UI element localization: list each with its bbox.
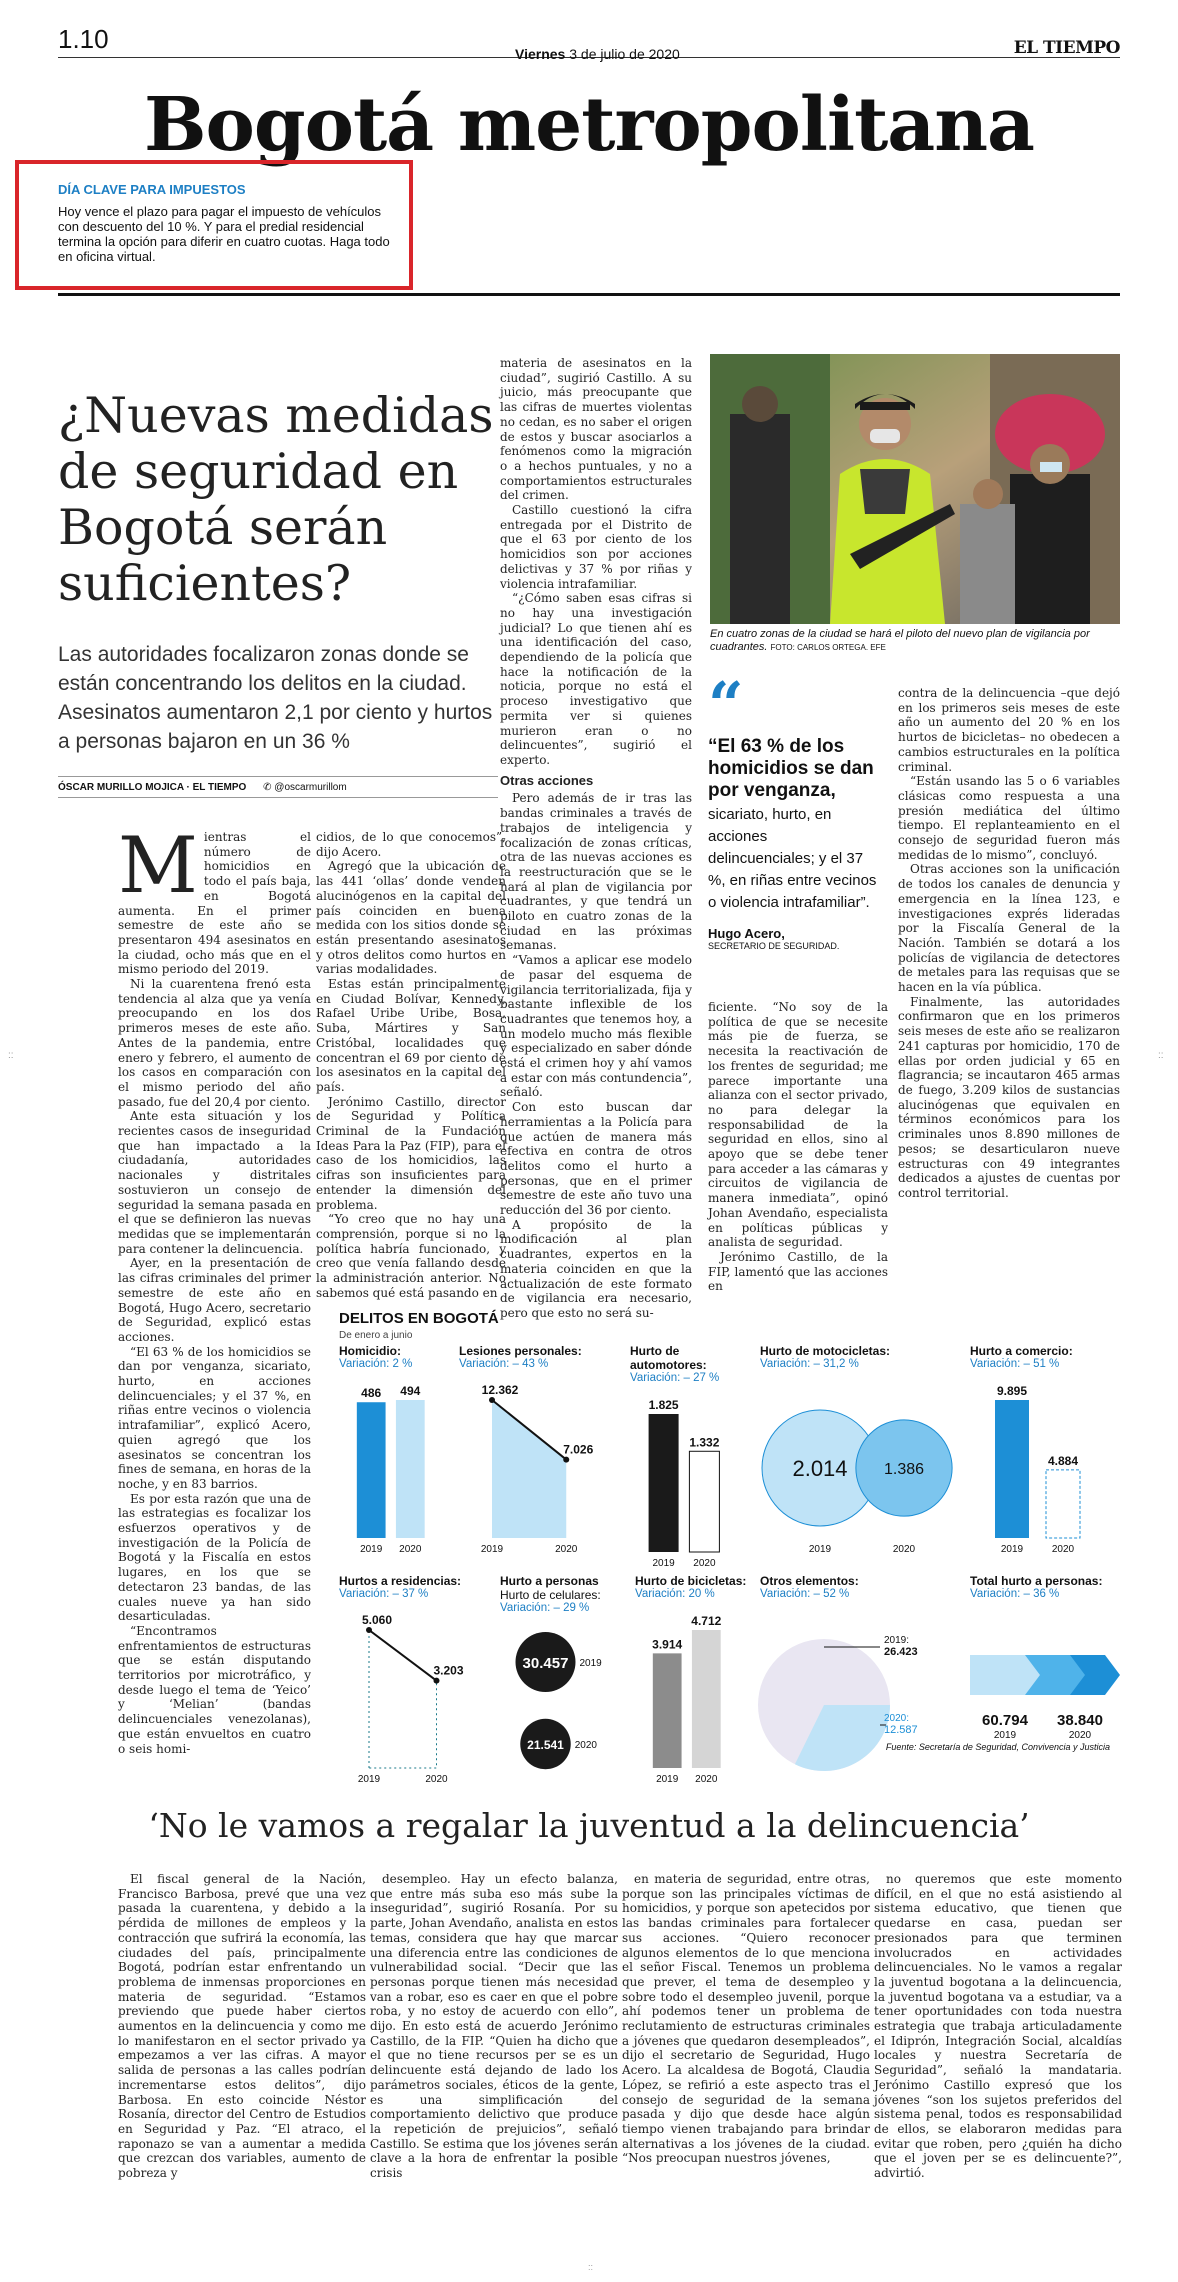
chart-bar bbox=[689, 1451, 719, 1552]
chart-variation: Variación: – 29 % bbox=[500, 1602, 590, 1614]
x-tick-label: 2019 bbox=[480, 1544, 504, 1555]
chart-panel bbox=[970, 1574, 1120, 1799]
chart-panel bbox=[339, 1574, 489, 1799]
chart-title: Lesiones personales: bbox=[459, 1344, 582, 1358]
chart-svg bbox=[635, 1600, 750, 1790]
x-tick-label: 2019 bbox=[993, 1730, 1017, 1741]
chart-variation: Variación: – 37 % bbox=[339, 1588, 429, 1600]
paragraph: cidios, de lo que conocemos”, dijo Acero. bbox=[316, 830, 506, 859]
data-label: 494 bbox=[400, 1384, 421, 1398]
chart-title: Hurto de motocicletas: bbox=[760, 1344, 891, 1358]
byline-handle: @oscarmurillom bbox=[274, 782, 347, 793]
chart-point bbox=[489, 1397, 495, 1403]
paragraph: Estas están principalmente en Ciudad Bolívar, Kennedy, Rafael Uribe Uribe, Bosa, Suba, Mártires y San Cristóbal, localidades que concentran el 69 por ciento de los asesinatos en la capital del país. bbox=[316, 977, 506, 1094]
paragraph: Finalmente, las autoridades confirmaron que en los primeros seis meses de este año se realizaron 241 capturas por homicidio, 170 de ellas por orden judicial y 65 en flagrancia; se incautaron 465 armas de fuego, 3.209 kilos de sustancias alucinógenas que equivalen en términos económicos para los criminales unos 8.890 millones de pesos; se desarticularon nueve estructuras con 49 integrantes dedicados a ajustes de cuentas por control territorial. bbox=[898, 994, 1120, 1200]
x-tick-label: 2019 bbox=[357, 1774, 381, 1785]
x-tick-label: 2019 bbox=[360, 1544, 383, 1555]
chart-area-fill bbox=[492, 1400, 566, 1538]
x-tick-label: 2020 bbox=[425, 1774, 448, 1785]
paragraph: “Encontramos enfrentamientos de estructuras que se están disputando territorios por microtráfico, y desde luego el tema de ‘Yeico’ y ‘Melian’ (bandas delincuenciales venezolanas), que están envueltos en cuatro o seis homi- bbox=[118, 1623, 311, 1756]
page-number: 1.10 bbox=[58, 24, 109, 54]
chart-title: Homicidio: bbox=[339, 1344, 401, 1358]
chart-area-fill bbox=[369, 1630, 437, 1768]
paragraph: El fiscal general de la Nación, Francisco Barbosa, prevé que una vez pasada la cuarentena, y debido a la pérdida de millones de empleos y la contracción que sufrirá la economía, las ciudades del país, principalmente Bogotá, podrían estar enfrentando un problema de inmensas proporciones en materia de seguridad. “Estamos previendo que puede haber ciertos aumentos en la delincuencia y como me lo manifestaron en el sector privado ya empezamos a ver las cifras. A mayor salida de personas a las calles podrían incrementarse estos delitos”, dijo Barbosa. En esto coincide Néstor Rosanía, director del Centro de Estudios en Seguridad y Paz. “El atraco, el raponazo se van a aumentar a medida que crezcan dos variables, aumento de pobreza y bbox=[118, 1872, 366, 2181]
chart-title: Hurto a comercio: bbox=[970, 1344, 1073, 1358]
data-label: 4.884 bbox=[1047, 1453, 1079, 1468]
paragraph: en materia de seguridad, entre otras, porque son las principales víctimas de homicidios, y porque son apetecidos por las bandas criminales para fortalecer sus acciones. “Quiero reconocer algunos elementos de lo que menciona el señor Fiscal. Tenemos un problema que prever, el tema de desempleo y sobre todo el desempleo juvenil, porque ahí podemos tener un problema de reclutamiento de estructuras criminales a jóvenes que quedaron desempleados”, dijo el secretario de Seguridad, Hugo Acero. La alcaldesa de Bogotá, Claudia López, se refirió a este aspecto tras el consejo de seguridad de la semana pasada y dijo que desde hace algún tiempo vienen trabajando para brindar alternativas a los jóvenes de la ciudad. “Nos preocupan nuestros jóvenes, bbox=[622, 1872, 870, 2166]
data-label: 60.794 bbox=[982, 1712, 1028, 1729]
chart-panel bbox=[339, 1344, 454, 1569]
quote-role: SECRETARIO DE SEGURIDAD. bbox=[708, 941, 840, 951]
paragraph: contra de la delincuencia –que dejó en los primeros seis meses de este año un aumento del 20 % en los hurtos de bicicletas– no obedecen a cambios estructurales en la política criminal. bbox=[898, 686, 1120, 774]
chart-svg bbox=[500, 1614, 630, 1789]
chart-point bbox=[366, 1627, 372, 1633]
chart-svg bbox=[630, 1384, 750, 1574]
subheading: Otras acciones bbox=[500, 772, 594, 788]
paragraph: Jerónimo Castillo, de la FIP, lamentó que las acciones en bbox=[708, 1249, 888, 1294]
infographic-subtitle: De enero a junio bbox=[339, 1330, 413, 1341]
data-label: 486 bbox=[361, 1386, 382, 1401]
newspaper-brand: EL TIEMPO bbox=[1013, 38, 1120, 58]
paragraph: Es por esta razón que una de las estrategias es focalizar los esfuerzos operativos y de investigación de la Policía de Bogotá y la Fiscalía en estos lugares, en los que se detectaron 23 bandas, de las cuales nueve ya han sido desarticuladas. bbox=[118, 1491, 311, 1624]
x-tick-label: 2020 bbox=[695, 1774, 718, 1785]
quote-lead: “El 63 % de los homicidios se dan por venganza, bbox=[708, 736, 874, 801]
paragraph: Jerónimo Castillo, director de Seguridad y Política Criminal de la Fundación Ideas Para la Paz (FIP), para el caso de los homicidios, las cifras son insuficientes para entender la dimensión del problema. bbox=[316, 1094, 506, 1212]
chart-svg bbox=[760, 1600, 960, 1790]
article-column-1 bbox=[118, 821, 311, 1810]
chart-bar bbox=[692, 1630, 721, 1768]
key-box-text: Hoy vence el plazo para pagar el impuesto de vehículos con descuento del 10 %. Y para el predial residencial termina la opción para diferir en cuatro cuotas. Haga todo en oficina virtual. bbox=[58, 204, 390, 264]
data-label: 1.386 bbox=[883, 1461, 925, 1478]
chart-line bbox=[369, 1630, 437, 1681]
section-title: Bogotá metropolitana bbox=[143, 82, 1034, 168]
data-label: 21.541 bbox=[527, 1738, 564, 1752]
chart-variation: Variación: – 51 % bbox=[970, 1358, 1060, 1370]
x-tick-label: 2020 bbox=[399, 1544, 422, 1555]
data-label: 26.423 bbox=[884, 1646, 918, 1658]
chart-panel bbox=[459, 1344, 624, 1569]
article-column-3 bbox=[500, 356, 692, 1320]
paragraph: desempleo. Hay un efecto balanza, que entre más suba eso más sube la inseguridad”, sugirió Rosanía. Por su parte, Johan Avendaño, analista en estos temas, considera que hay que marcar una diferencia entre las condiciones de vulnerabilidad social. “Decir que las personas porque tienen más necesidad van a robar, eso es caer en que el pobre roba, y no estoy de acuerdo con ello”, dijo. En esto está de acuerdo Jerónimo Castillo, de la FIP. “Quien ha dicho que el que no tiene recursos per se es un delincuente está dejando de lado los parámetros sociales, éticos de la gente, es una simplificación del comportamiento delictivo que produce la repetición de prejuicios”, señaló Castillo. Se estima que los jóvenes serán clave a la hora de enfrentar la posible crisis bbox=[370, 1872, 618, 2181]
twitter-icon: ✆ bbox=[263, 782, 272, 793]
article-headline: ¿Nuevas medidas de seguridad en Bogotá serán suficientes? bbox=[58, 387, 494, 612]
infographic-source: Fuente: Secretaría de Seguridad, Convivencia y Justicia bbox=[885, 1742, 1110, 1752]
chart-bar bbox=[396, 1400, 425, 1538]
chart-svg bbox=[459, 1370, 624, 1560]
chart-bar bbox=[995, 1400, 1029, 1538]
chart-bar bbox=[357, 1402, 386, 1538]
x-tick-label: 2020 bbox=[892, 1544, 916, 1555]
section-rule bbox=[58, 293, 1120, 296]
news-photo bbox=[710, 354, 1120, 624]
paragraph: ientras el número de homicidios en todo el país baja, en Bogotá aumenta. En el primer semestre de este año se presentaron 494 asesinatos en la ciudad, ocho más que en el mismo periodo del 2019. bbox=[118, 830, 311, 977]
paragraph: Con esto buscan dar herramientas a la Policía para que actúen de manera más efectiva en contra de otros delitos como el hurto a personas, que en el primer semestre de este año tuvo una reducción del 36 por ciento. bbox=[500, 1100, 692, 1218]
chart-point bbox=[434, 1678, 440, 1684]
paragraph: Ayer, en la presentación de las cifras criminales del primer semestre de este año en Bogotá, Hugo Acero, secretario de Seguridad, explicó estas acciones. bbox=[118, 1256, 311, 1344]
x-tick-label: 2019 bbox=[579, 1658, 602, 1669]
data-label: 7.026 bbox=[563, 1442, 594, 1457]
article-deck: Las autoridades focalizaron zonas donde se están concentrando los delitos en la ciudad. Asesinatos aumentaron 2,1 por ciento y hurtos a personas bajaron en un 36 % bbox=[58, 643, 493, 753]
chart-panel bbox=[970, 1344, 1120, 1569]
paragraph: Pero además de ir tras las bandas criminales a través de trabajos de inteligencia y focalización de zonas críticas, otra de las nuevas acciones es la reestructuración que se le hará al plan de vigilancia por cuadrantes, y que tendrá un piloto en cuatro zonas de la ciudad en las próximas semanas. bbox=[500, 791, 692, 953]
paragraph: “El 63 % de los homicidios se dan por venganza, sicariato, hurto, en acciones delincuenciales; y el 37 %, en riñas entre vecinos o violencia intrafamiliar”, explicó Acero, quien agregó que los asesinatos se concentran los fines de semana, en horas de la noche, y en 83 barrios. bbox=[118, 1344, 311, 1491]
data-label: 3.914 bbox=[652, 1637, 683, 1652]
second-column-3 bbox=[622, 1872, 870, 2212]
x-tick-label: 2020 bbox=[555, 1544, 578, 1555]
chart-variation: Variación: – 52 % bbox=[760, 1588, 850, 1600]
data-label: 5.060 bbox=[361, 1613, 393, 1627]
chart-title: Hurtos a residencias: bbox=[339, 1574, 462, 1588]
quote-body: sicariato, hurto, en acciones delincuenciales; y el 37 %, en riñas entre vecinos o violencia intrafamiliar”. bbox=[708, 806, 877, 911]
chart-svg bbox=[970, 1600, 1120, 1790]
chart-variation: Variación: 2 % bbox=[339, 1358, 413, 1370]
data-label: 1.332 bbox=[689, 1435, 720, 1450]
photo-caption bbox=[710, 628, 1120, 654]
paragraph: “Están usando las 5 o 6 variables clásicas como respuesta a una presión mediática del último tiempo. El replanteamiento en el consejo de seguridad fueron más medidas de lo mismo”, concluyó. bbox=[898, 774, 1120, 862]
data-label: 38.840 bbox=[1057, 1712, 1103, 1729]
x-tick-label: 2020 bbox=[1068, 1730, 1092, 1741]
photo-credit: FOTO: CARLOS ORTEGA. EFE bbox=[770, 643, 886, 652]
quote-icon: “ bbox=[708, 668, 744, 741]
data-label: 3.203 bbox=[433, 1663, 464, 1678]
data-label: 9.895 bbox=[996, 1384, 1028, 1398]
data-label: 12.587 bbox=[884, 1724, 918, 1736]
chart-bar bbox=[1046, 1470, 1080, 1538]
paragraph: Ante esta situación y los recientes casos de inseguridad que han impactado a la ciudadanía, autoridades nacionales y distritales sostuvieron un consejo de seguridad la semana pasada en el que se definieron las nuevas medidas que se implementarán para contener la delincuencia. bbox=[118, 1109, 311, 1256]
chart-variation: Variación: – 27 % bbox=[630, 1372, 720, 1384]
registration-mark: :: bbox=[1158, 1050, 1164, 1061]
chart-variation: Variación: – 43 % bbox=[459, 1358, 549, 1370]
second-column-4 bbox=[874, 1872, 1122, 2212]
chart-subtitle: Hurto de celulares: bbox=[500, 1588, 601, 1602]
x-tick-label: 2020 bbox=[693, 1558, 716, 1569]
data-label: 4.712 bbox=[691, 1614, 722, 1628]
x-tick-label: 2019 bbox=[808, 1544, 832, 1555]
chart-panel bbox=[500, 1574, 630, 1799]
paragraph: “Yo creo que no hay una comprensión, porque si no la política habría funcionado, y creo que venía fallando desde la administración anterior. No sabemos qué está pasando en bbox=[316, 1212, 506, 1300]
chart-variation: Variación: 20 % bbox=[635, 1588, 715, 1600]
chart-bar bbox=[653, 1653, 682, 1768]
paragraph: Agregó que la ubicación de las 441 ‘ollas’ donde venden alucinógenos en la capital del país coinciden en buena medida con los sitios donde se están presentando asesinatos y otros delitos como hurtos en varias modalidades. bbox=[316, 859, 506, 977]
paragraph: “Vamos a aplicar ese modelo de pasar del esquema de vigilancia territorializada, fija y bastante inflexible de los cuadrantes que tenemos hoy, a un modelo mucho más flexible y especializado en saber dónde está el crimen hoy y ahí vamos a estar con más contundencia”, señaló. bbox=[500, 953, 692, 1100]
x-tick-label: 2020 bbox=[574, 1740, 597, 1751]
drop-cap: M bbox=[118, 821, 198, 911]
chart-title: Total hurto a personas: bbox=[970, 1574, 1103, 1588]
caption-text: En cuatro zonas de la ciudad se hará el piloto del nuevo plan de vigilancia por cuadrantes. bbox=[710, 628, 1090, 653]
paragraph: Ni la cuarentena frenó esta tendencia al alza que ya venía preocupando en los dos primeros meses de este año. Antes de la pandemia, entre enero y febrero, el aumento de los casos en comparación con el mismo periodo del año pasado, fue del 20,4 por ciento. bbox=[118, 977, 311, 1109]
key-box-title: DÍA CLAVE PARA IMPUESTOS bbox=[58, 182, 246, 197]
byline bbox=[58, 776, 498, 798]
chart-panel bbox=[760, 1574, 960, 1799]
article-column-4 bbox=[708, 1000, 888, 1300]
chart-bar bbox=[649, 1414, 679, 1552]
chart-svg bbox=[760, 1370, 960, 1560]
issue-date: Viernes 3 de julio de 2020 bbox=[515, 46, 680, 62]
paragraph: Castillo cuestionó la cifra entregada por el Distrito de que el 63 por ciento de los homicidios son por acciones delictivas y 37 % por riñas y violencia intrafamiliar. bbox=[500, 503, 692, 591]
chart-title: Hurto de automotores: bbox=[630, 1344, 707, 1372]
legend-label: 2019: bbox=[884, 1635, 910, 1646]
paragraph: “¿Cómo saben esas cifras si no hay una investigación judicial? Lo que tienen ahí es una identificación del caso, dependiendo de la policía que hace la notificación de la noticia, porque no está el proceso investigativo que permita ver si quienes murieron eran o no delincuentes”, sugirió el experto. bbox=[500, 591, 692, 767]
chart-title: Hurto de bicicletas: bbox=[635, 1574, 747, 1588]
data-label: 12.362 bbox=[481, 1383, 519, 1397]
chart-svg bbox=[339, 1370, 454, 1560]
second-column-2 bbox=[370, 1872, 618, 2212]
data-label: 1.825 bbox=[648, 1398, 679, 1412]
x-tick-label: 2019 bbox=[656, 1774, 679, 1785]
chart-title: Hurto a personas bbox=[500, 1574, 599, 1588]
x-tick-label: 2019 bbox=[1000, 1544, 1024, 1555]
article-column-5 bbox=[898, 686, 1120, 1300]
legend-label: 2020: bbox=[884, 1713, 910, 1724]
infographic-title: DELITOS EN BOGOTÁ bbox=[339, 1310, 499, 1327]
data-label: 30.457 bbox=[522, 1655, 569, 1672]
chart-panel bbox=[635, 1574, 750, 1799]
x-tick-label: 2020 bbox=[1051, 1544, 1075, 1555]
chart-panel bbox=[760, 1344, 960, 1569]
chart-panel bbox=[630, 1344, 750, 1569]
paragraph: Otras acciones son la unificación de todos los canales de denuncia y emergencia en la línea 123, e investigaciones exprés lideradas por la Fiscalía General de la Nación. También se dotará a los policías de vigilancia de detectores de metales para las requisas que se hacen en la vía pública. bbox=[898, 862, 1120, 995]
paragraph: no queremos que este momento difícil, en el que no está asistiendo al sistema educativo, que tienen que quedarse en casa, puedan ser presionados para que terminen involucrados en actividades delincuenciales. No le vamos a regalar la juventud bogotana a la delincuencia, la juventud bogotana va a estudiar, va a tener oportunidades con toda nuestra estrategia que trabaja articuladamente el Idiprón, Integración Social, alcaldías locales y nuestra Secretaría de Seguridad”, señaló la mandataria. Jerónimo Castillo expresó que los jóvenes “son los sujetos preferidos del sistema penal, todos es responsabilidad de ellos, se elaboraron medidas para evitar que roben, pero ¿quién ha dicho que el joven per se es delincuente?”, advirtió. bbox=[874, 1872, 1122, 2181]
second-headline: ‘No le vamos a regalar la juventud a la delincuencia’ bbox=[148, 1806, 1030, 1845]
registration-mark: :: bbox=[8, 1050, 14, 1061]
byline-author: ÓSCAR MURILLO MOJICA · EL TIEMPO bbox=[58, 782, 247, 793]
article-column-2 bbox=[316, 830, 506, 1300]
crime-infographic bbox=[330, 1310, 1120, 1785]
x-tick-label: 2019 bbox=[652, 1558, 675, 1569]
footer-mark: :: bbox=[588, 2262, 594, 2272]
paragraph: ficiente. “No soy de la política de que se necesite más pie de fuerza, se necesita la reactivación de los frentes de seguridad; me parece importante una alianza con el sector privado, no para delegar la responsabilidad de la seguridad en ellos, sino al apoyo que se debe tener para acceder a las cámaras y circuitos de vigilancia de manera inmediata”, opinó Johan Avendaño, especialista en políticas públicas y analista de seguridad. bbox=[708, 1000, 888, 1250]
chart-point bbox=[563, 1457, 569, 1463]
chart-svg bbox=[339, 1600, 489, 1790]
chart-svg bbox=[970, 1370, 1120, 1560]
chart-variation: Variación: – 36 % bbox=[970, 1588, 1060, 1600]
pull-quote bbox=[708, 668, 878, 951]
quote-author: Hugo Acero, bbox=[708, 926, 785, 941]
chart-title: Otros elementos: bbox=[760, 1574, 859, 1588]
paragraph: materia de asesinatos en la ciudad”, sugirió Castillo. A su juicio, más preocupante que las cifras de muertes violentas no cedan, es no saber el origen de estos y buscar asociarlos a fenómenos como la migración o a hechos puntuales, y no a comportamientos estructurales del crimen. bbox=[500, 356, 692, 503]
chart-variation: Variación: – 31,2 % bbox=[760, 1358, 859, 1370]
data-label: 2.014 bbox=[792, 1456, 848, 1481]
second-column-1 bbox=[118, 1872, 366, 2212]
paragraph: A propósito de la modificación al plan cuadrantes, expertos en la materia coinciden en que la actualización de este formato de vigilancia era necesario, pero que esto no será su- bbox=[500, 1217, 692, 1320]
